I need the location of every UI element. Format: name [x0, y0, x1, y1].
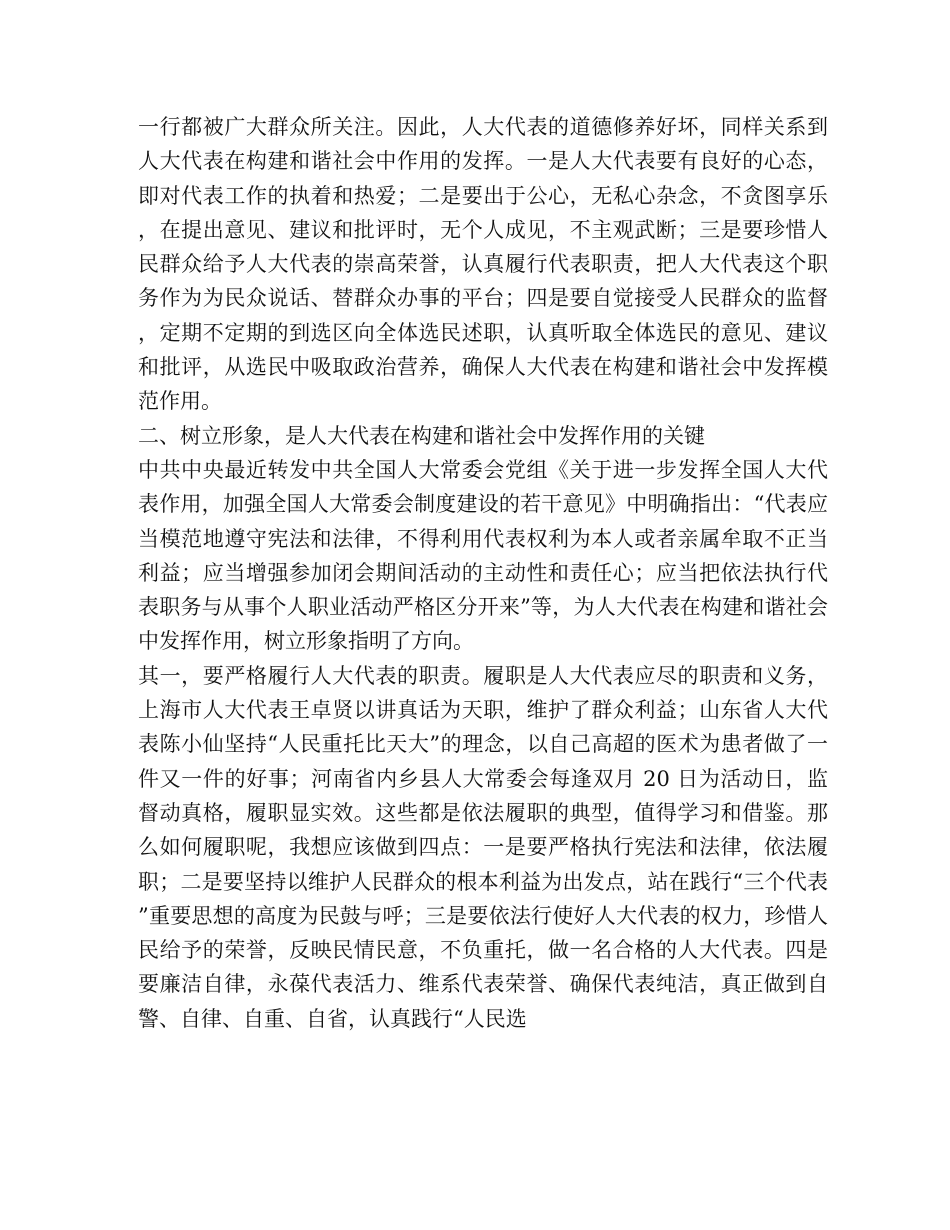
- paragraph-perform-duties: 其一，要严格履行人大代表的职责。履职是人大代表应尽的职责和义务，上海市人大代表王卓贤以讲真话为天职，维护了群众利益；山东省人大代表陈小仙坚持“人民重托比天大”的理念，以自己高超的医术为患者做了一件又一件的好事；河南省内乡县人大常委会每逢双月 20 日为活动日，监督动真格，履职显实效。这些都是依法履职的典型，值得学习和借鉴。那么如何履职呢，我想应该做到四点：一是要严格执行宪法和法律，依法履职；二是要坚持以维护人民群众的根本利益为出发点，站在践行“三个代表”重要思想的高度为民鼓与呼；三是要依法行使好人大代表的权力，珍惜人民给予的荣誉，反映民情民意，不负重托，做一名合格的人大代表。四是要廉洁自律，永葆代表活力、维系代表荣誉、确保代表纯洁，真正做到自警、自律、自重、自省，认真践行“人民选: [138, 663, 828, 1031]
- document-body: [138, 110, 828, 1036]
- section-heading-image: 二、树立形象，是人大代表在构建和谐社会中发挥作用的关键: [138, 423, 705, 448]
- paragraph-central-guidance: 中共中央最近转发中共全国人大常委会党组《关于进一步发挥全国人大代表作用，加强全国人大常委会制度建设的若干意见》中明确指出：“代表应当模范地遵守宪法和法律，不得利用代表权利为本人或者亲属牟取不正当利益；应当增强参加闭会期间活动的主动性和责任心；应当把依法执行代表职务与从事个人职业活动严格区分开来”等，为人大代表在构建和谐社会中发挥作用，树立形象指明了方向。: [138, 457, 828, 654]
- paragraph-moral-cultivation: 一行都被广大群众所关注。因此，人大代表的道德修养好坏，同样关系到人大代表在构建和谐社会中作用的发挥。一是人大代表要有良好的心态，即对代表工作的执着和热爱；二是要出于公心，无私心杂念，不贪图享乐，在提出意见、建议和批评时，无个人成见，不主观武断；三是要珍惜人民群众给予人大代表的崇高荣誉，认真履行代表职责，把人大代表这个职务作为为民众说话、替群众办事的平台；四是要自觉接受人民群众的监督，定期不定期的到选区向全体选民述职，认真听取全体选民的意见、建议和批评，从选民中吸取政治营养，确保人大代表在构建和谐社会中发挥模范作用。: [138, 115, 828, 414]
